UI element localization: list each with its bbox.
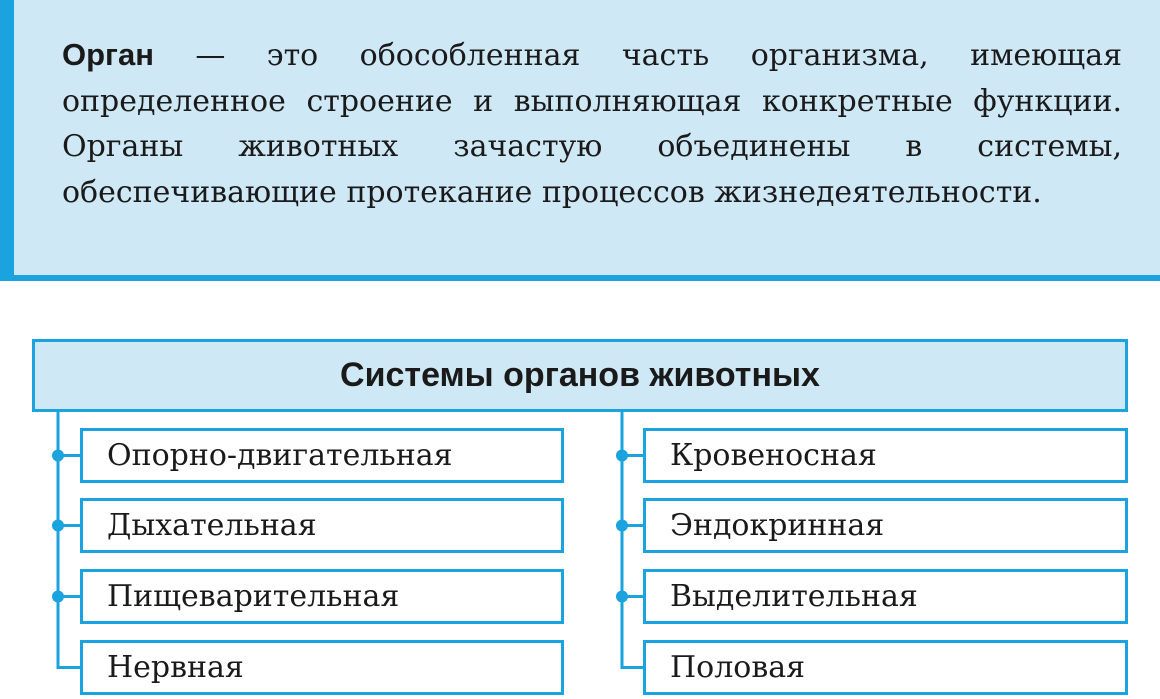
- junction-dot-right-3: [616, 591, 628, 603]
- definition-term: Орган: [62, 37, 154, 72]
- system-box-right-2: [643, 498, 1128, 553]
- junction-dot-left-3: [52, 591, 64, 603]
- junction-dot-left-1: [52, 450, 64, 462]
- system-label: Кровеносная: [670, 438, 877, 473]
- system-box-right-1: [643, 428, 1128, 483]
- system-label: Эндокринная: [670, 508, 885, 543]
- junction-dot-right-1: [616, 450, 628, 462]
- definition-body: — это обособленная часть организма, имеющая определенное строение и выполняющая конкретные функции. Органы животных зачастую объединены в системы, обеспечивающие протекание процессов жизнедеятельности.: [62, 38, 1122, 210]
- system-label: Пищеварительная: [107, 579, 400, 614]
- diagram-title: Системы органов животных: [340, 356, 820, 394]
- junction-dot-left-2: [52, 520, 64, 532]
- system-label: Выделительная: [670, 579, 918, 614]
- system-box-left-2: [80, 498, 564, 553]
- junction-dot-right-2: [616, 520, 628, 532]
- system-box-left-4: [80, 640, 564, 695]
- system-box-left-1: [80, 428, 564, 483]
- system-box-right-4: [643, 640, 1128, 695]
- system-label: Дыхательная: [107, 508, 317, 543]
- system-label: Нервная: [107, 650, 244, 685]
- system-box-right-3: [643, 569, 1128, 624]
- diagram-title-box: [32, 339, 1128, 412]
- system-label: Половая: [670, 650, 806, 685]
- system-label: Опорно-двигательная: [107, 438, 453, 473]
- system-box-left-3: [80, 569, 564, 624]
